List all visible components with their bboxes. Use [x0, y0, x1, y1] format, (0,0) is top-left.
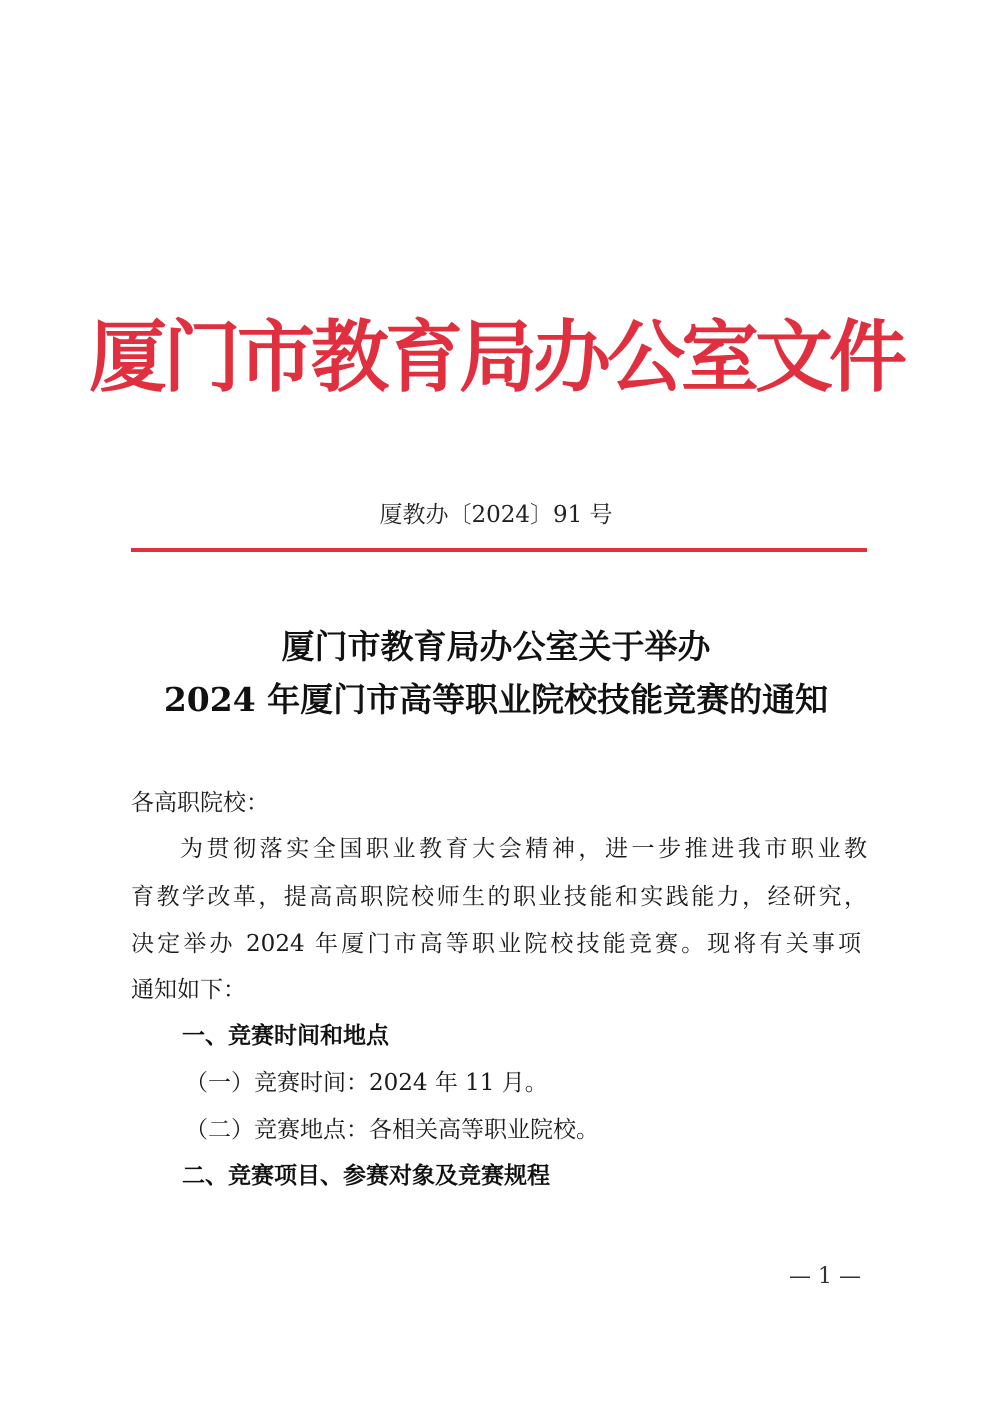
page-number: — 1 — — [789, 1264, 861, 1289]
section-2-heading: 二、竞赛项目、参赛对象及竞赛规程 — [182, 1163, 550, 1189]
letterhead-title: 厦门市教育局办公室文件 — [88, 312, 903, 403]
intro-line-4: 通知如下： — [131, 977, 246, 1003]
red-divider-line — [131, 548, 867, 552]
section-1-heading: 一、竞赛时间和地点 — [182, 1023, 389, 1049]
section-1-item-1: （一）竞赛时间：2024 年 11 月。 — [185, 1070, 548, 1096]
salutation: 各高职院校： — [131, 790, 269, 816]
document-number: 厦教办〔2024〕91 号 — [379, 502, 613, 528]
notice-title-line-2: 2024 年厦门市高等职业院校技能竞赛的通知 — [163, 680, 829, 719]
intro-line-2: 育教学改革，提高高职院校师生的职业技能和实践能力，经研究， — [131, 884, 867, 910]
notice-title-line-1: 厦门市教育局办公室关于举办 — [281, 627, 711, 666]
intro-line-1: 为贯彻落实全国职业教育大会精神，进一步推进我市职业教 — [180, 836, 867, 862]
section-1-item-2: （二）竞赛地点：各相关高等职业院校。 — [185, 1117, 599, 1143]
intro-line-3: 决定举办 2024 年厦门市高等职业院校技能竞赛。现将有关事项 — [131, 931, 861, 957]
